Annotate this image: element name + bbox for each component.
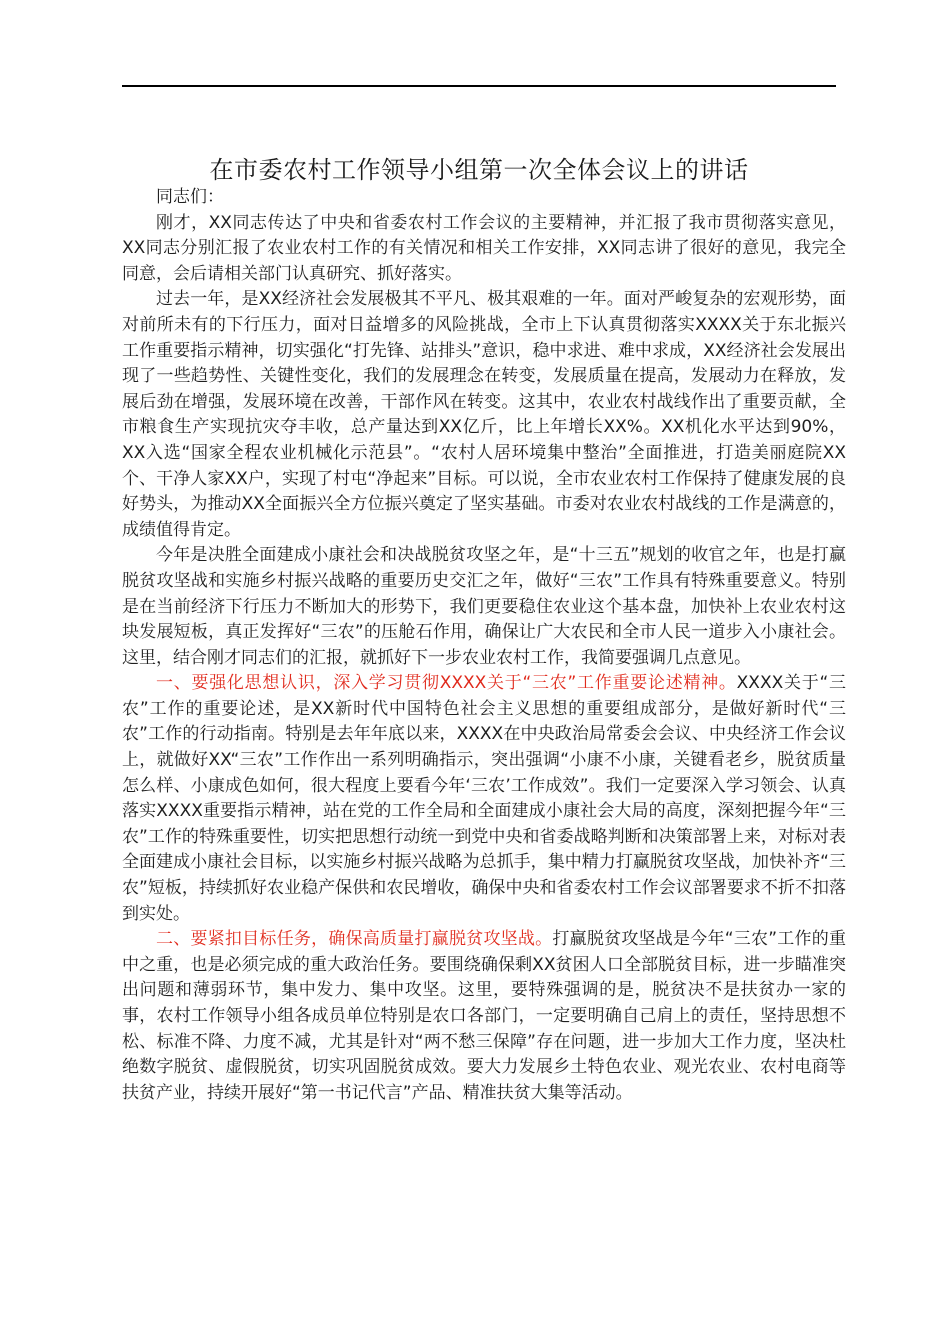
- paragraph-text: 打赢脱贫攻坚战是今年“三农”工作的重中之重，也是必须完成的重大政治任务。要围绕确保剩XX贫困人口全部脱贫目标，进一步瞄准突出问题和薄弱环节，集中发力、集中攻坚。这里，要特殊强调的是，脱贫决不是扶贫办一家的事，农村工作领导小组各成员单位特别是农口各部门，一定要明确自己肩上的责任，坚持思想不松、标准不降、力度不减，尤其是针对“两不愁三保障”存在问题，进一步加大工作力度，坚决杜绝数字脱贫、虚假脱贫，切实巩固脱贫成效。要大力发展乡土特色农业、观光农业、农村电商等扶贫产业，持续开展好“第一书记代言”产品、精准扶贫大集等活动。: [122, 929, 846, 1103]
- top-rule: [122, 85, 836, 87]
- paragraph-text: 今年是决胜全面建成小康社会和决战脱贫攻坚之年，是“十三五”规划的收官之年，也是打赢脱贫攻坚战和实施乡村振兴战略的重要历史交汇之年，做好“三农”工作具有特殊重要意义。特别是在当前经济下行压力不断加大的形势下，我们更要稳住农业这个基本盘，加快补上农业农村这块发展短板，真正发挥好“三农”的压舱石作用，确保让广大农民和全市人民一道步入小康社会。这里，结合刚才同志们的汇报，就抓好下一步农业农村工作，我简要强调几点意见。: [122, 545, 846, 668]
- paragraph-2: [122, 287, 846, 543]
- paragraph-3: [122, 543, 846, 671]
- paragraph-text: 过去一年，是XX经济社会发展极其不平凡、极其艰难的一年。面对严峻复杂的宏观形势，面对前所未有的下行压力，面对日益增多的风险挑战，全市上下认真贯彻落实XXXX关于东北振兴工作重要指示精神，切实强化“打先锋、站排头”意识，稳中求进、难中求成，XX经济社会发展出现了一些趋势性、关键性变化，我们的发展理念在转变，发展质量在提高，发展动力在释放，发展后劲在增强，发展环境在改善，干部作风在转变。这其中，农业农村战线作出了重要贡献，全市粮食生产实现抗灾夺丰收，总产量达到XX亿斤，比上年增长XX%。XX机化水平达到90%，XX入选“国家全程农业机械化示范县”。“农村人居环境集中整治”全面推进，打造美丽庭院XX个、干净人家XX户，实现了村屯“净起来”目标。可以说，全市农业农村工作保持了健康发展的良好势头，为推动XX全面振兴全方位振兴奠定了坚实基础。市委对农业农村战线的工作是满意的，成绩值得肯定。: [122, 289, 846, 540]
- document-title: 在市委农村工作领导小组第一次全体会议上的讲话: [209, 156, 749, 184]
- document-body: [122, 185, 846, 1106]
- paragraph-4: [122, 671, 846, 927]
- paragraph-text: XXXX关于“三农”工作的重要论述，是XX新时代中国特色社会主义思想的重要组成部分，是做好新时代“三农”工作的行动指南。特别是去年年底以来，XXXX在中央政治局常委会会议、中央经济工作会议上，就做好XX“三农”工作作出一系列明确指示，突出强调“小康不小康，关键看老乡，脱贫质量怎么样、小康成色如何，很大程度上要看今年‘三农’工作成效”。我们一定要深入学习领会、认真落实XXXX重要指示精神，站在党的工作全局和全面建成小康社会大局的高度，深刻把握今年“三农”工作的特殊重要性，切实把思想行动统一到党中央和省委战略判断和决策部署上来，对标对表全面建成小康社会目标，以实施乡村振兴战略为总抓手，集中精力打赢脱贫攻坚战，加快补齐“三农”短板，持续抓好农业稳产保供和农民增收，确保中央和省委农村工作会议部署要求不折不扣落到实处。: [122, 673, 846, 924]
- section-heading-2: 二、要紧扣目标任务，确保高质量打赢脱贫攻坚战。: [156, 929, 553, 950]
- paragraph-text: 刚才，XX同志传达了中央和省委农村工作会议的主要精神，并汇报了我市贯彻落实意见，XX同志分别汇报了农业农村工作的有关情况和相关工作安排，XX同志讲了很好的意见，我完全同意，会后请相关部门认真研究、抓好落实。: [122, 212, 846, 284]
- salutation: 同志们：: [156, 187, 224, 207]
- section-heading-1: 一、要强化思想认识，深入学习贯彻XXXX关于“三农”工作重要论述精神。: [156, 673, 737, 694]
- paragraph-1: [122, 211, 846, 288]
- paragraph-5: [122, 927, 846, 1106]
